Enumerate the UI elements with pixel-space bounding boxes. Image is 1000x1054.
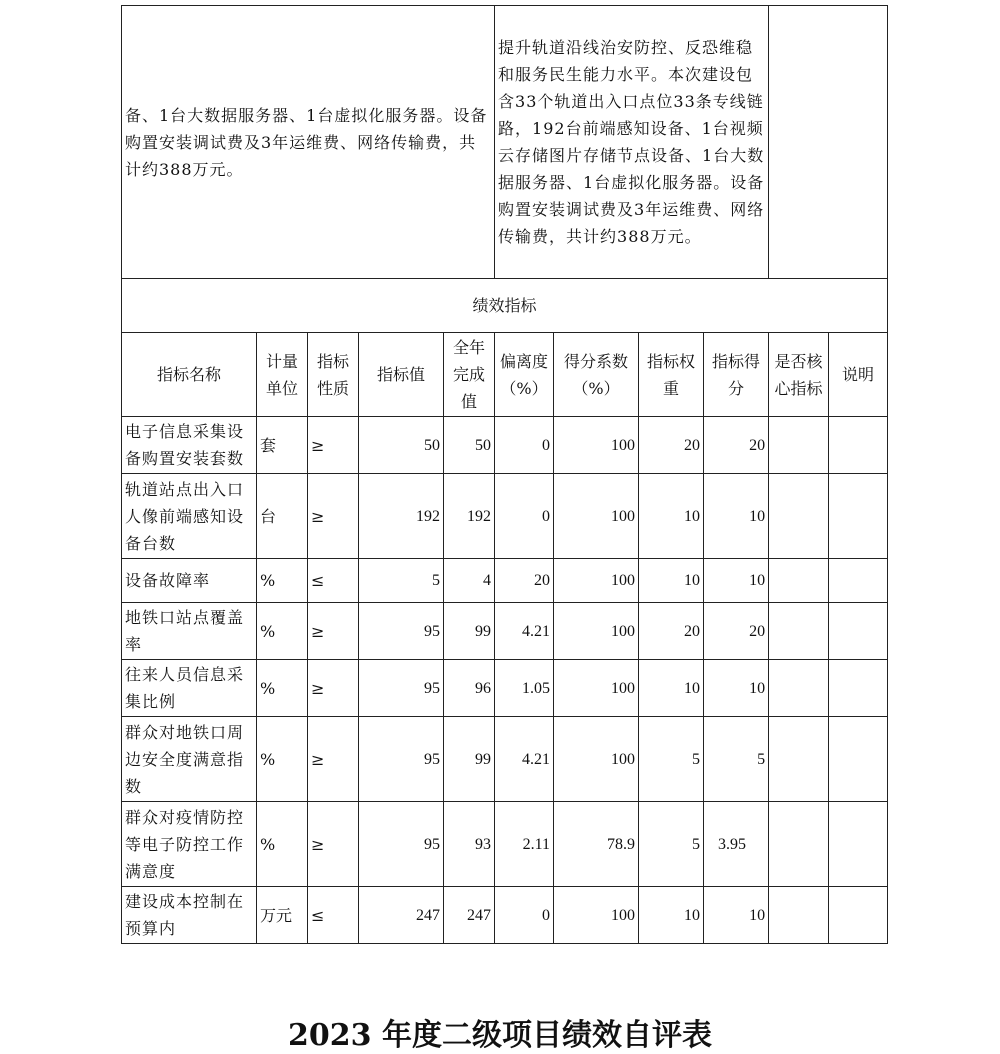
cell-score: 20 xyxy=(704,603,769,660)
cell-unit: % xyxy=(257,660,308,717)
cell-unit: 套 xyxy=(257,417,308,474)
table-row xyxy=(122,603,888,660)
header-unit: 计量单位 xyxy=(257,333,308,417)
cell-deviation: 1.05 xyxy=(495,660,554,717)
cell-score: 10 xyxy=(704,559,769,603)
cell-name: 群众对疫情防控等电子防控工作满意度 xyxy=(122,802,257,887)
cell-weight: 20 xyxy=(639,603,704,660)
cell-note xyxy=(829,660,888,717)
cell-name: 往来人员信息采集比例 xyxy=(122,660,257,717)
header-row xyxy=(122,333,888,417)
header-core: 是否核心指标 xyxy=(769,333,829,417)
cell-core xyxy=(769,417,829,474)
cell-target: 95 xyxy=(359,717,444,802)
cell-core xyxy=(769,474,829,559)
cell-note xyxy=(829,887,888,944)
cell-core xyxy=(769,603,829,660)
cell-actual: 96 xyxy=(444,660,495,717)
cell-unit: 万元 xyxy=(257,887,308,944)
table-row xyxy=(122,717,888,802)
document-title: 2023 年度二级项目绩效自评表 xyxy=(288,1018,712,1053)
cell-target: 192 xyxy=(359,474,444,559)
cell-target: 5 xyxy=(359,559,444,603)
cell-note xyxy=(829,717,888,802)
cell-note xyxy=(829,603,888,660)
cell-coef: 78.9 xyxy=(554,802,639,887)
cell-coef: 100 xyxy=(554,887,639,944)
cell-coef: 100 xyxy=(554,660,639,717)
cell-nature: ≥ xyxy=(308,660,359,717)
cell-coef: 100 xyxy=(554,717,639,802)
section-row xyxy=(122,279,888,333)
cell-score: 10 xyxy=(704,887,769,944)
table-row xyxy=(122,802,888,887)
cell-weight: 10 xyxy=(639,660,704,717)
cell-weight: 10 xyxy=(639,887,704,944)
overview-right-text: 提升轨道沿线治安防控、反恐维稳和服务民生能力水平。本次建设包含33个轨道出入口点位33条专线链路，192台前端感知设备、1台视频云存储图片存储节点设备、1台大数据服务器、1台虚拟化服务器。设备购置安装调试费及3年运维费、网络传输费，共计约388万元。 xyxy=(495,6,769,279)
cell-target: 95 xyxy=(359,603,444,660)
cell-score: 3.95 xyxy=(704,802,769,887)
cell-nature: ≤ xyxy=(308,559,359,603)
table-row xyxy=(122,887,888,944)
cell-note xyxy=(829,802,888,887)
header-nature: 指标性质 xyxy=(308,333,359,417)
header-coef: 得分系数（%） xyxy=(554,333,639,417)
header-score: 指标得分 xyxy=(704,333,769,417)
cell-target: 50 xyxy=(359,417,444,474)
cell-weight: 10 xyxy=(639,559,704,603)
cell-name: 群众对地铁口周边安全度满意指数 xyxy=(122,717,257,802)
cell-target: 95 xyxy=(359,660,444,717)
cell-unit: % xyxy=(257,603,308,660)
cell-actual: 99 xyxy=(444,717,495,802)
cell-unit: % xyxy=(257,802,308,887)
overview-left-text: 备、1台大数据服务器、1台虚拟化服务器。设备购置安装调试费及3年运维费、网络传输费，共计约388万元。 xyxy=(122,6,495,279)
cell-deviation: 0 xyxy=(495,474,554,559)
cell-deviation: 0 xyxy=(495,887,554,944)
cell-actual: 192 xyxy=(444,474,495,559)
table-row xyxy=(122,474,888,559)
cell-nature: ≥ xyxy=(308,802,359,887)
cell-deviation: 2.11 xyxy=(495,802,554,887)
cell-nature: ≥ xyxy=(308,474,359,559)
cell-score: 20 xyxy=(704,417,769,474)
cell-deviation: 4.21 xyxy=(495,717,554,802)
cell-weight: 20 xyxy=(639,417,704,474)
cell-nature: ≥ xyxy=(308,717,359,802)
header-weight: 指标权重 xyxy=(639,333,704,417)
cell-score: 5 xyxy=(704,717,769,802)
table-row xyxy=(122,417,888,474)
cell-core xyxy=(769,559,829,603)
table-row xyxy=(122,660,888,717)
cell-unit: 台 xyxy=(257,474,308,559)
cell-score: 10 xyxy=(704,660,769,717)
header-actual: 全年完成值 xyxy=(444,333,495,417)
cell-deviation: 20 xyxy=(495,559,554,603)
cell-core xyxy=(769,660,829,717)
cell-score: 10 xyxy=(704,474,769,559)
cell-actual: 99 xyxy=(444,603,495,660)
overview-row xyxy=(122,6,888,279)
cell-weight: 5 xyxy=(639,717,704,802)
performance-table xyxy=(121,5,888,944)
cell-note xyxy=(829,559,888,603)
cell-coef: 100 xyxy=(554,417,639,474)
cell-name: 设备故障率 xyxy=(122,559,257,603)
cell-actual: 93 xyxy=(444,802,495,887)
cell-name: 轨道站点出入口人像前端感知设备台数 xyxy=(122,474,257,559)
cell-weight: 5 xyxy=(639,802,704,887)
header-note: 说明 xyxy=(829,333,888,417)
cell-deviation: 0 xyxy=(495,417,554,474)
cell-core xyxy=(769,802,829,887)
cell-nature: ≥ xyxy=(308,417,359,474)
cell-name: 建设成本控制在预算内 xyxy=(122,887,257,944)
header-deviation: 偏离度（%） xyxy=(495,333,554,417)
cell-target: 247 xyxy=(359,887,444,944)
cell-actual: 50 xyxy=(444,417,495,474)
overview-empty-cell xyxy=(769,6,888,279)
cell-name: 地铁口站点覆盖率 xyxy=(122,603,257,660)
cell-actual: 247 xyxy=(444,887,495,944)
cell-core xyxy=(769,887,829,944)
cell-note xyxy=(829,417,888,474)
cell-actual: 4 xyxy=(444,559,495,603)
table-row xyxy=(122,559,888,603)
header-target: 指标值 xyxy=(359,333,444,417)
cell-unit: % xyxy=(257,559,308,603)
cell-core xyxy=(769,717,829,802)
cell-nature: ≥ xyxy=(308,603,359,660)
cell-coef: 100 xyxy=(554,474,639,559)
cell-note xyxy=(829,474,888,559)
cell-name: 电子信息采集设备购置安装套数 xyxy=(122,417,257,474)
cell-nature: ≤ xyxy=(308,887,359,944)
cell-deviation: 4.21 xyxy=(495,603,554,660)
cell-target: 95 xyxy=(359,802,444,887)
header-name: 指标名称 xyxy=(122,333,257,417)
section-title: 绩效指标 xyxy=(122,279,888,333)
cell-unit: % xyxy=(257,717,308,802)
cell-coef: 100 xyxy=(554,559,639,603)
cell-coef: 100 xyxy=(554,603,639,660)
cell-weight: 10 xyxy=(639,474,704,559)
